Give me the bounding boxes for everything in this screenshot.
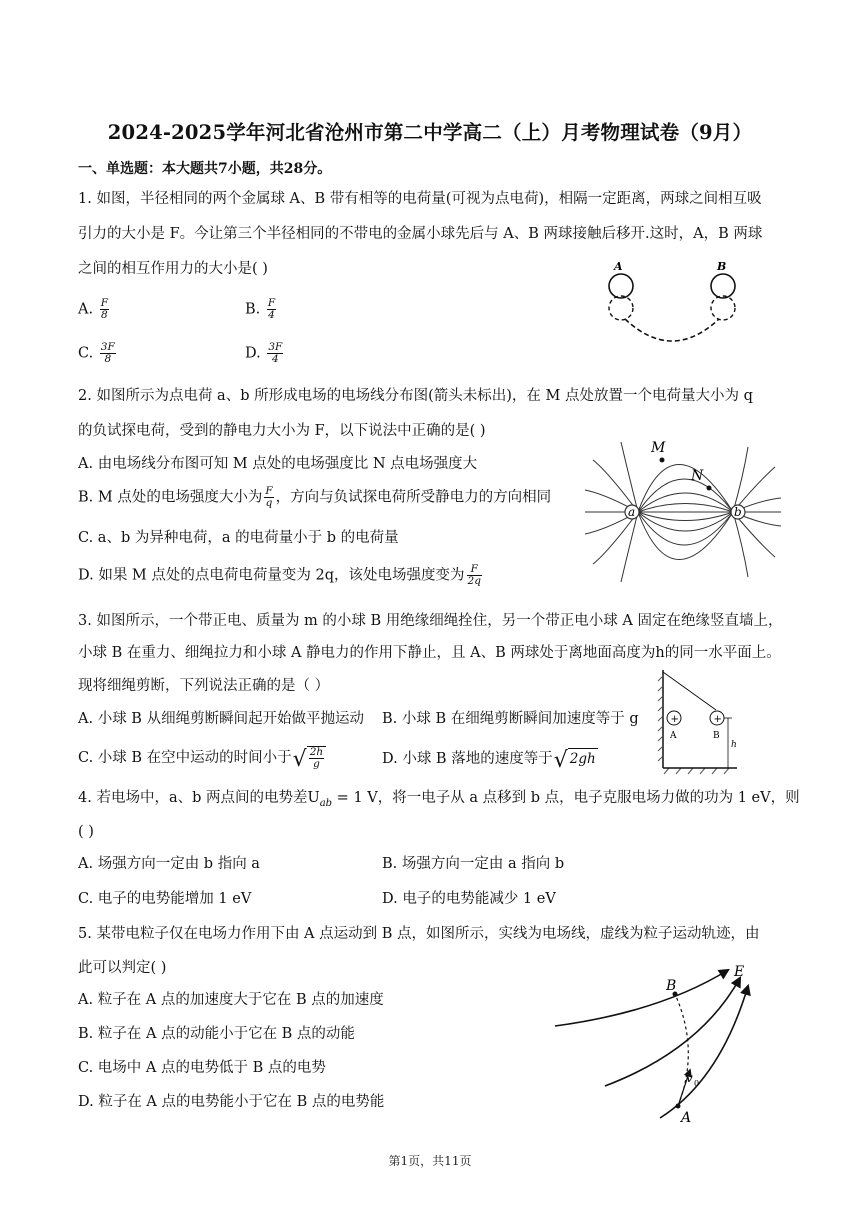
q2-line-2: 的负试探电荷，受到的静电力大小为 F，以下说法中正确的是( ) [78, 423, 486, 439]
q1-line-3: 之间的相互作用力的大小是( ) [78, 261, 268, 277]
q3-fig-string [663, 672, 716, 710]
q1-option-a-num: F [100, 297, 108, 309]
q3-line-1: 3. 如图所示，一个带正电、质量为 m 的小球 B 用绝缘细绳拴住，另一个带正电小球 A 固定在绝缘竖直墙上， [78, 613, 783, 629]
q1-option-c-fraction [100, 342, 116, 365]
q5-option-b: B. 粒子在 A 点的动能小于它在 B 点的动能 [78, 1026, 355, 1042]
q1-fig-sphere-a [609, 274, 633, 298]
q5-fig-point-a [676, 1104, 681, 1109]
q3-option-d-radicand: 2gh [568, 748, 598, 769]
q5-fig-trajectory [675, 994, 688, 1106]
q2-option-b-pre: B. M 点处的电场强度大小为 [78, 489, 263, 506]
q1-option-a-label: A. [78, 301, 94, 318]
q1-fig-label-a: A [614, 260, 623, 273]
q1-option-b-label: B. [245, 301, 261, 318]
q5-figure-trajectory [550, 960, 775, 1125]
q3-option-c [78, 746, 326, 770]
q3-option-d-pre: D. 小球 B 落地的速度等于 [382, 751, 553, 767]
q5-line-1: 5. 某带电粒子仅在电场力作用下由 A 点运动到 B 点，如图所示，实线为电场线，虚线为粒子运动轨迹，由 [78, 926, 760, 942]
q3-option-c-pre: C. 小球 B 在空中运动的时间小于 [78, 750, 292, 766]
section-heading: 一、单选题：本大题共7小题，共28分。 [78, 161, 332, 177]
q1-fig-label-b: B [717, 260, 727, 273]
q2-fig-label-a: a [628, 505, 636, 519]
q2-line-1: 2. 如图所示为点电荷 a、b 所形成电场的电场线分布图(箭头未标出)，在 M 点处放置一个电荷量大小为 q [78, 388, 753, 404]
q1-fig-dashed-path [625, 319, 719, 341]
q5-line-2: 此可以判定( ) [78, 960, 167, 976]
q4-line-1-pre: 4. 若电场中，a、b 两点间的电势差U [78, 790, 320, 806]
q5-option-a: A. 粒子在 A 点的加速度大于它在 B 点的加速度 [78, 992, 384, 1008]
q5-fig-field-line-2 [605, 978, 740, 1086]
q3-option-c-den: g [313, 758, 320, 770]
q2-figure-field-lines [583, 432, 783, 587]
q2-fig-point-m [660, 458, 665, 463]
q3-option-a: A. 小球 B 从细绳剪断瞬间起开始做平抛运动 [78, 711, 365, 727]
page-footer: 第1页，共11页 [388, 1154, 472, 1168]
q3-option-c-fraction [309, 747, 324, 770]
q4-option-c: C. 电子的电势能增加 1 eV [78, 891, 252, 907]
q2-fig-lines [585, 442, 781, 582]
q5-fig-label-v: v [686, 1071, 693, 1085]
q5-fig-field-line-3 [660, 986, 748, 1118]
q5-option-d: D. 粒子在 A 点的电势能小于它在 B 点的电势能 [78, 1094, 385, 1110]
q1-line-1: 1. 如图，半径相同的两个金属球 A、B 带有相等的电荷量(可视为点电荷)，相隔一定距离，两球之间相互吸 [78, 191, 762, 207]
q1-option-d-fraction [267, 342, 283, 365]
q2-option-d [78, 564, 484, 587]
q2-option-b-fraction [264, 486, 273, 509]
q1-option-a-fraction [100, 298, 109, 321]
q2-option-b-den: q [265, 497, 273, 509]
q2-option-b-post: ，方向与负试探电荷所受静电力的方向相同 [275, 489, 552, 506]
q3-fig-label-b: B [713, 731, 720, 741]
q5-fig-field-line-1 [555, 970, 728, 1026]
q1-option-c-label: C. [78, 345, 94, 362]
q2-option-c: C. a、b 为异种电荷，a 的电荷量小于 b 的电荷量 [78, 530, 399, 546]
q5-fig-label-v-sub: 0 [694, 1079, 700, 1088]
q2-fig-label-n: N [691, 468, 704, 484]
q2-option-d-pre: D. 如果 M 点处的点电荷电荷量变为 2q，该处电场强度变为 [78, 567, 465, 584]
q2-fig-label-b: b [734, 505, 742, 519]
q5-fig-label-e: E [734, 964, 745, 980]
q4-option-a: A. 场强方向一定由 b 指向 a [78, 856, 260, 872]
q3-line-2: 小球 B 在重力、细绳拉力和小球 A 静电力的作用下静止，且 A、B 两球处于离地面高度为h的同一水平面上。 [78, 645, 781, 661]
q3-figure-wall [655, 668, 745, 776]
q2-option-d-num: F [467, 564, 482, 576]
q2-fig-point-n [707, 486, 712, 491]
page-title: 2024-2025学年河北省沧州市第二中学高二（上）月考物理试卷（9月） [107, 121, 753, 144]
q3-line-3: 现将细绳剪断，下列说法正确的是（ ） [78, 678, 330, 694]
q2-option-b-num: F [265, 485, 273, 497]
q1-option-d-label: D. [245, 345, 261, 362]
q1-line-2: 引力的大小是 F。今让第三个半径相同的不带电的金属小球先后与 A、B 两球接触后移开.这时，A，B 两球 [78, 226, 763, 242]
q1-fig-sphere-b-moved [711, 296, 735, 320]
q4-option-d: D. 电子的电势能减少 1 eV [382, 891, 556, 907]
q3-fig-plus-b: + [713, 714, 722, 725]
q1-option-c [78, 342, 118, 365]
q4-line-1-post: = 1 V，将一电子从 a 点移到 b 点，电子克服电场力做的功为 1 eV，则 [332, 790, 800, 806]
q4-option-b: B. 场强方向一定由 a 指向 b [382, 856, 565, 872]
q4-line-2: ( ) [78, 824, 94, 840]
q3-option-d [382, 748, 598, 771]
q1-option-b-fraction [267, 298, 276, 321]
q2-fig-label-m: M [651, 440, 666, 456]
q5-fig-label-a: A [681, 1110, 692, 1125]
q3-fig-label-h: h [731, 740, 737, 750]
q1-option-b [245, 298, 278, 321]
q3-option-c-root-sign: √ [292, 747, 307, 772]
q1-fig-sphere-b [711, 274, 735, 298]
q1-figure-two-spheres [595, 258, 755, 343]
q3-option-c-radicand [307, 746, 326, 770]
q5-fig-label-b: B [666, 978, 677, 994]
q3-fig-label-a: A [670, 731, 677, 741]
q3-option-d-root-sign: √ [553, 748, 568, 773]
q2-option-b [78, 486, 551, 509]
q1-option-d [245, 342, 285, 365]
q2-option-d-fraction [467, 564, 482, 587]
q1-option-a [78, 298, 111, 321]
q3-fig-plus-a: + [670, 714, 679, 725]
q4-line-1 [78, 788, 800, 814]
q1-option-d-num: 3F [268, 341, 283, 353]
q1-option-b-num: F [267, 297, 276, 309]
q1-option-a-den: 8 [101, 309, 108, 321]
q1-option-c-num: 3F [100, 341, 115, 353]
q4-line-1-sub: ab [319, 797, 333, 809]
q1-option-b-den: 4 [268, 309, 275, 321]
q1-option-d-den: 4 [271, 353, 279, 365]
q3-option-c-num: 2h [309, 746, 324, 758]
q5-option-c: C. 电场中 A 点的电势低于 B 点的电势 [78, 1060, 326, 1076]
q3-option-b: B. 小球 B 在细绳剪断瞬间加速度等于 g [382, 711, 639, 727]
q1-option-c-den: 8 [104, 353, 112, 365]
q2-option-a: A. 由电场线分布图可知 M 点处的电场强度比 N 点电场强度大 [78, 456, 478, 472]
q2-option-d-den: 2q [467, 575, 481, 587]
q1-fig-sphere-a-moved [609, 296, 633, 320]
